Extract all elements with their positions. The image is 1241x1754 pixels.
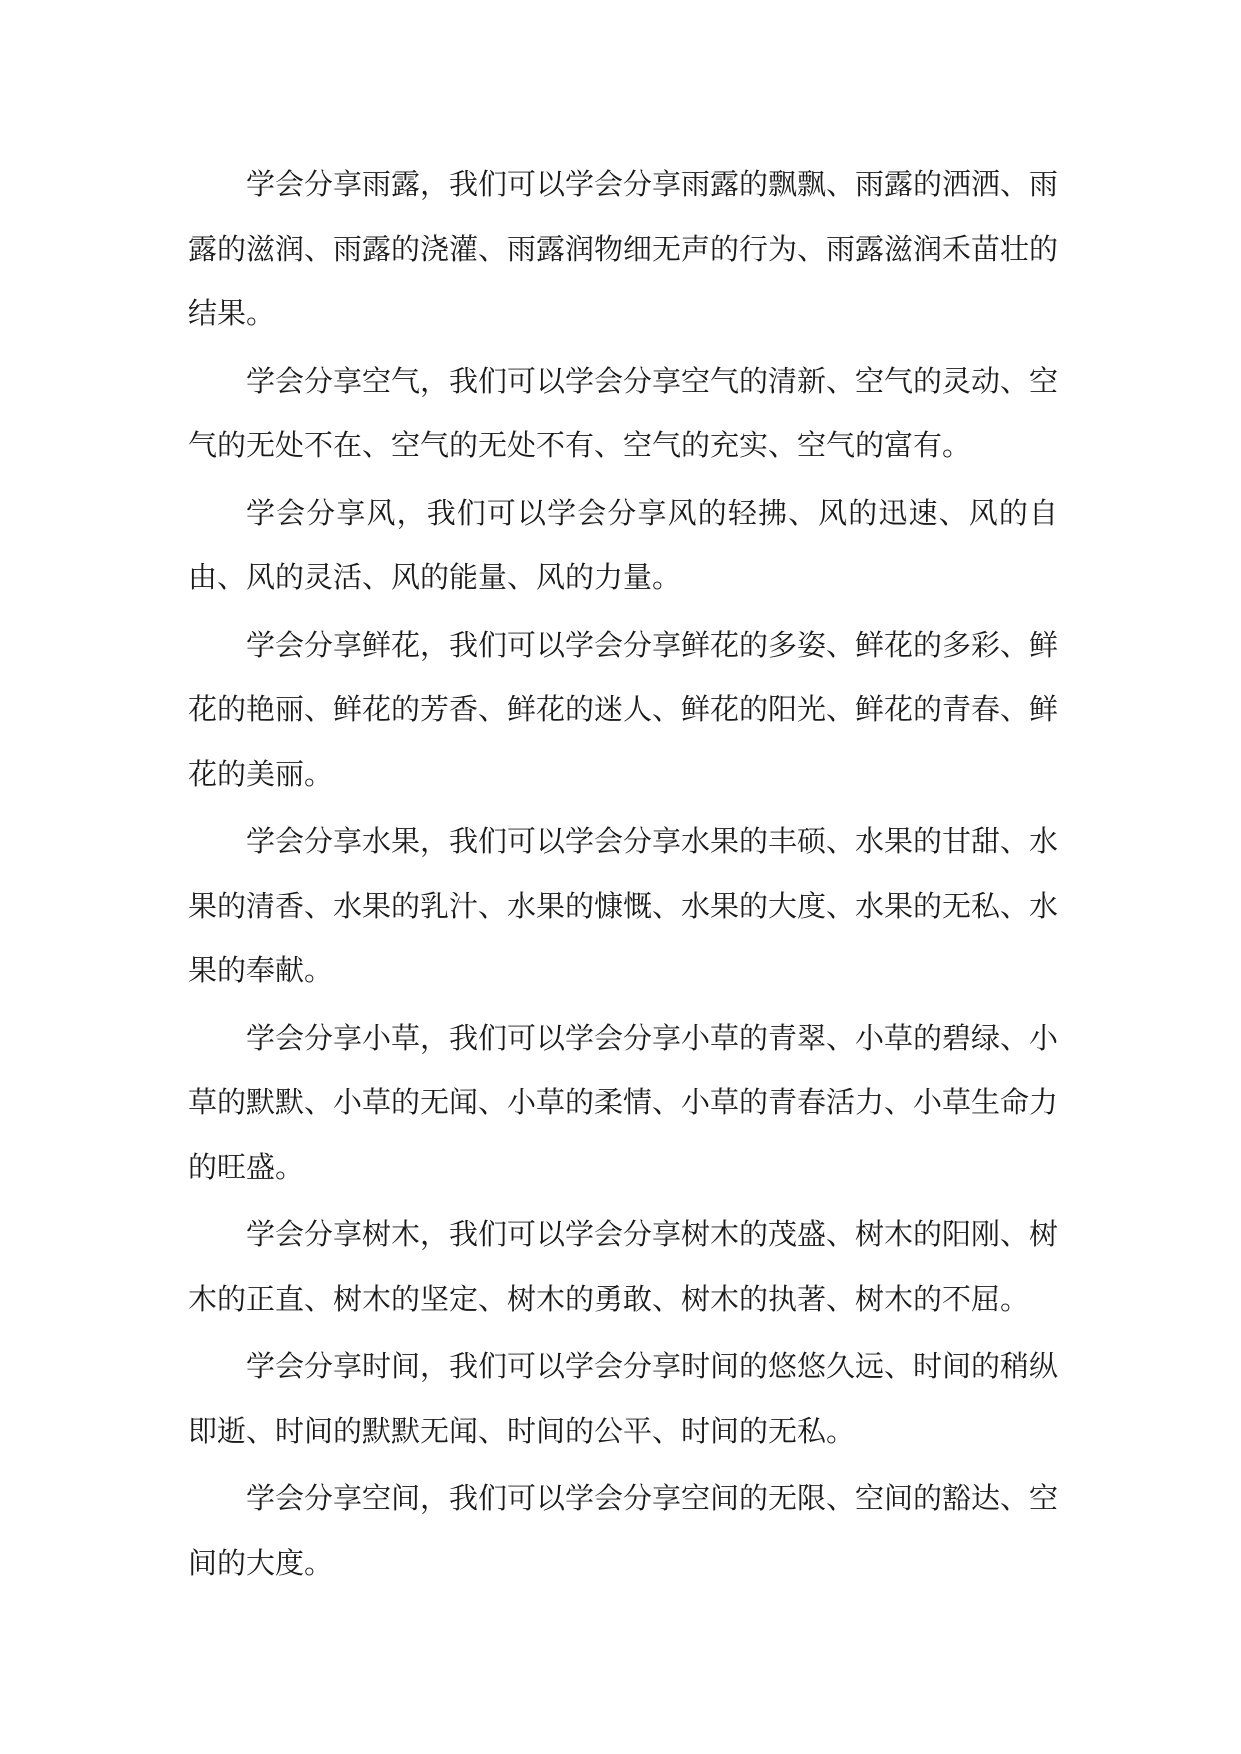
paragraph-grass: 学会分享小草，我们可以学会分享小草的青翠、小草的碧绿、小草的默默、小草的无闻、小草的柔情、小草的青春活力、小草生命力的旺盛。 (188, 1020, 1059, 1184)
paragraph-trees: 学会分享树木，我们可以学会分享树木的茂盛、树木的阳刚、树木的正直、树木的坚定、树木的勇敢、树木的执著、树木的不屈。 (188, 1217, 1059, 1316)
paragraph-space: 学会分享空间，我们可以学会分享空间的无限、空间的豁达、空间的大度。 (188, 1481, 1059, 1580)
paragraph-flowers: 学会分享鲜花，我们可以学会分享鲜花的多姿、鲜花的多彩、鲜花的艳丽、鲜花的芳香、鲜花的迷人、鲜花的阳光、鲜花的青春、鲜花的美丽。 (188, 627, 1059, 791)
paragraph-rain-dew: 学会分享雨露，我们可以学会分享雨露的飘飘、雨露的洒洒、雨露的滋润、雨露的浇灌、雨露润物细无声的行为、雨露滋润禾苗壮的结果。 (188, 167, 1059, 330)
paragraph-air: 学会分享空气，我们可以学会分享空气的清新、空气的灵动、空气的无处不在、空气的无处不有、空气的充实、空气的富有。 (188, 363, 1059, 462)
paragraph-wind: 学会分享风，我们可以学会分享风的轻拂、风的迅速、风的自由、风的灵活、风的能量、风的力量。 (188, 495, 1058, 594)
paragraph-fruit: 学会分享水果，我们可以学会分享水果的丰硕、水果的甘甜、水果的清香、水果的乳汁、水果的慷慨、水果的大度、水果的无私、水果的奉献。 (188, 824, 1059, 987)
paragraph-time: 学会分享时间，我们可以学会分享时间的悠悠久远、时间的稍纵即逝、时间的默默无闻、时间的公平、时间的无私。 (188, 1349, 1059, 1448)
document-body (188, 152, 1058, 1598)
